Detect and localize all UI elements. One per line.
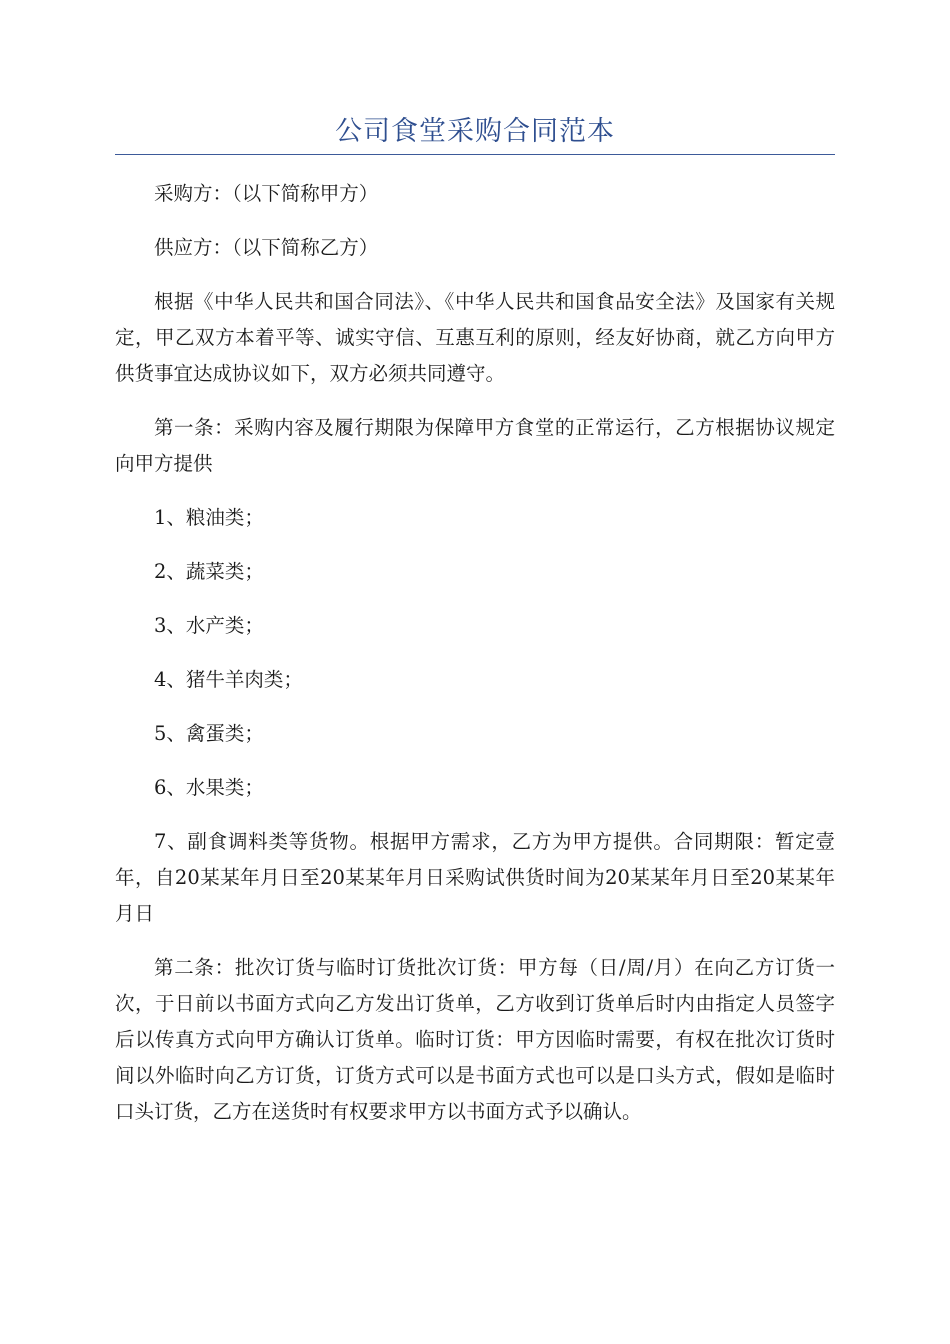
- paragraph-article-1: 第一条：采购内容及履行期限为保障甲方食堂的正常运行，乙方根据协议规定向甲方提供: [115, 416, 835, 475]
- document-title: 公司食堂采购合同范本: [335, 116, 615, 147]
- list-item-condiments-term: 7、副食调料类等货物。根据甲方需求，乙方为甲方提供。合同期限：暂定壹年，自20某某年月日至20某某年月日采购试供货时间为20某某年月日至20某某年月日: [115, 830, 835, 925]
- title-underline: [115, 154, 835, 155]
- paragraph-preamble: 根据《中华人民共和国合同法》、《中华人民共和国食品安全法》及国家有关规定，甲乙双方本着平等、诚实守信、互惠互利的原则，经友好协商，就乙方向甲方供货事宜达成协议如下，双方必须共同遵守。: [115, 290, 835, 385]
- list-item-vegetables: 2、蔬菜类；: [154, 560, 264, 583]
- paragraph-supplier: 供应方：（以下简称乙方）: [154, 236, 379, 259]
- document-body: [115, 176, 835, 1148]
- list-item-poultry-eggs: 5、禽蛋类；: [154, 722, 264, 745]
- list-item-seafood: 3、水产类；: [154, 614, 264, 637]
- paragraph-article-2: 第二条：批次订货与临时订货批次订货：甲方每（日/周/月）在向乙方订货一次，于日前以书面方式向乙方发出订货单，乙方收到订货单后时内由指定人员签字后以传真方式向甲方确认订货单。临时订货：甲方因临时需要，有权在批次订货时间以外临时向乙方订货，订货方式可以是书面方式也可以是口头方式，假如是临时口头订货，乙方在送货时有权要求甲方以书面方式予以确认。: [115, 956, 835, 1123]
- paragraph-buyer: 采购方：（以下简称甲方）: [154, 182, 379, 205]
- list-item-fruit: 6、水果类；: [154, 776, 264, 799]
- list-item-meat: 4、猪牛羊肉类；: [154, 668, 303, 691]
- list-item-grain-oil: 1、粮油类；: [154, 506, 264, 529]
